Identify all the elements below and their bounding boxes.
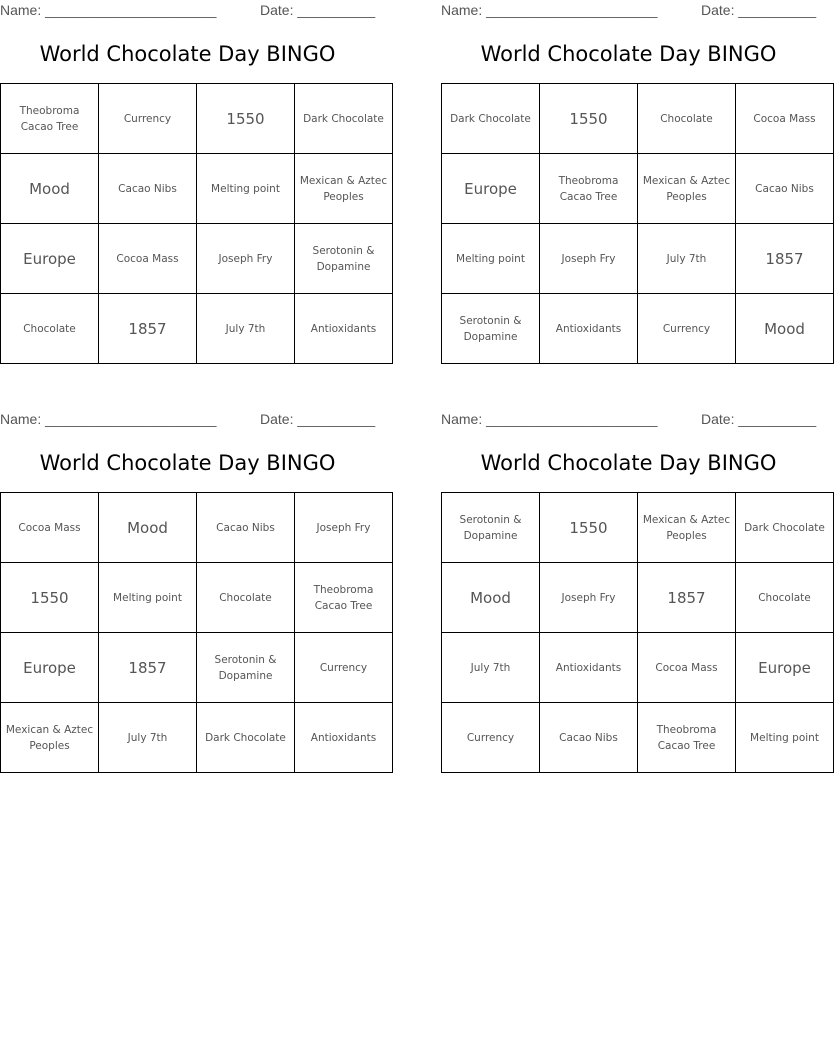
grid-row (1, 493, 393, 563)
bingo-cell: 1857 (99, 633, 197, 703)
bingo-cell: Dark Chocolate (442, 84, 540, 154)
bingo-card-1 (0, 0, 388, 365)
bingo-cell: July 7th (442, 633, 540, 703)
grid-row (442, 633, 834, 703)
bingo-cell: Serotonin & Dopamine (442, 294, 540, 364)
bingo-cell: Antioxidants (295, 703, 393, 773)
bingo-cell: 1550 (197, 84, 295, 154)
bingo-cell: Currency (99, 84, 197, 154)
date-field-label: Date: __________ (701, 411, 817, 427)
grid-row (1, 294, 393, 364)
name-date-row (0, 409, 375, 429)
bingo-cell: Serotonin & Dopamine (197, 633, 295, 703)
bingo-cell: July 7th (638, 224, 736, 294)
grid-row (1, 154, 393, 224)
bingo-cell: Chocolate (638, 84, 736, 154)
name-field-label: Name: ______________________ (0, 411, 217, 427)
grid-row (442, 563, 834, 633)
date-field-label: Date: __________ (701, 2, 817, 18)
grid-row (1, 84, 393, 154)
bingo-card-2 (441, 0, 816, 365)
card-title: World Chocolate Day BINGO (39, 42, 336, 66)
name-date-row (0, 0, 375, 20)
grid-row (442, 224, 834, 294)
bingo-card-4 (441, 409, 825, 774)
bingo-cell: Cacao Nibs (736, 154, 834, 224)
card-title: World Chocolate Day BINGO (39, 451, 336, 475)
bingo-cell: Cacao Nibs (540, 703, 638, 773)
bingo-cell: Chocolate (736, 563, 834, 633)
card-title: World Chocolate Day BINGO (480, 451, 777, 475)
bingo-cell: Serotonin & Dopamine (295, 224, 393, 294)
bingo-cell: 1550 (540, 84, 638, 154)
bingo-cell: July 7th (99, 703, 197, 773)
bingo-cell: Melting point (99, 563, 197, 633)
bingo-cell: Europe (736, 633, 834, 703)
grid-row (1, 703, 393, 773)
grid-row (1, 633, 393, 703)
bingo-cell: Currency (638, 294, 736, 364)
bingo-cell: Cocoa Mass (638, 633, 736, 703)
bingo-cell: 1857 (638, 563, 736, 633)
name-date-row (441, 409, 816, 429)
bingo-cell: Theobroma Cacao Tree (1, 84, 99, 154)
bingo-cell: Chocolate (197, 563, 295, 633)
bingo-cell: 1857 (736, 224, 834, 294)
bingo-cell: Melting point (736, 703, 834, 773)
bingo-cell: 1857 (99, 294, 197, 364)
bingo-cell: Mood (736, 294, 834, 364)
bingo-cell: Mood (99, 493, 197, 563)
grid-row (442, 154, 834, 224)
name-date-row (441, 0, 816, 20)
bingo-cell: Cacao Nibs (197, 493, 295, 563)
bingo-cell: Joseph Fry (540, 224, 638, 294)
name-field-label: Name: ______________________ (441, 411, 658, 427)
bingo-cell: Europe (1, 224, 99, 294)
date-field-label: Date: __________ (260, 2, 376, 18)
bingo-cell: Melting point (442, 224, 540, 294)
bingo-cell: Theobroma Cacao Tree (540, 154, 638, 224)
bingo-cell: Mood (1, 154, 99, 224)
bingo-cell: Mexican & Aztec Peoples (638, 154, 736, 224)
name-field-label: Name: ______________________ (441, 2, 658, 18)
bingo-cell: Mood (442, 563, 540, 633)
bingo-cell: Mexican & Aztec Peoples (1, 703, 99, 773)
bingo-cell: July 7th (197, 294, 295, 364)
bingo-grid (0, 492, 393, 773)
bingo-grid (0, 83, 393, 364)
bingo-cell: Theobroma Cacao Tree (638, 703, 736, 773)
bingo-cell: Dark Chocolate (736, 493, 834, 563)
bingo-card-3 (0, 409, 375, 774)
bingo-cell: Cacao Nibs (99, 154, 197, 224)
bingo-cell: Joseph Fry (197, 224, 295, 294)
bingo-cell: Currency (442, 703, 540, 773)
bingo-cell: Antioxidants (540, 294, 638, 364)
bingo-cell: 1550 (540, 493, 638, 563)
bingo-cell: Theobroma Cacao Tree (295, 563, 393, 633)
bingo-cell: Chocolate (1, 294, 99, 364)
grid-row (442, 294, 834, 364)
bingo-cell: Cocoa Mass (1, 493, 99, 563)
bingo-cell: Europe (442, 154, 540, 224)
grid-row (1, 563, 393, 633)
bingo-cell: Europe (1, 633, 99, 703)
bingo-cell: Melting point (197, 154, 295, 224)
bingo-cell: Dark Chocolate (295, 84, 393, 154)
bingo-cell: Joseph Fry (540, 563, 638, 633)
name-field-label: Name: ______________________ (0, 2, 217, 18)
grid-row (1, 224, 393, 294)
date-field-label: Date: __________ (260, 411, 376, 427)
grid-row (442, 493, 834, 563)
bingo-cell: Joseph Fry (295, 493, 393, 563)
bingo-cell: Cocoa Mass (99, 224, 197, 294)
bingo-cell: Antioxidants (540, 633, 638, 703)
bingo-cell: Cocoa Mass (736, 84, 834, 154)
bingo-grid (441, 492, 834, 773)
grid-row (442, 84, 834, 154)
grid-row (442, 703, 834, 773)
bingo-cell: Currency (295, 633, 393, 703)
bingo-cell: Mexican & Aztec Peoples (638, 493, 736, 563)
bingo-cell: Serotonin & Dopamine (442, 493, 540, 563)
bingo-cell: Antioxidants (295, 294, 393, 364)
bingo-cell: Mexican & Aztec Peoples (295, 154, 393, 224)
bingo-cell: Dark Chocolate (197, 703, 295, 773)
card-title: World Chocolate Day BINGO (480, 42, 777, 66)
bingo-grid (441, 83, 834, 364)
bingo-cell: 1550 (1, 563, 99, 633)
